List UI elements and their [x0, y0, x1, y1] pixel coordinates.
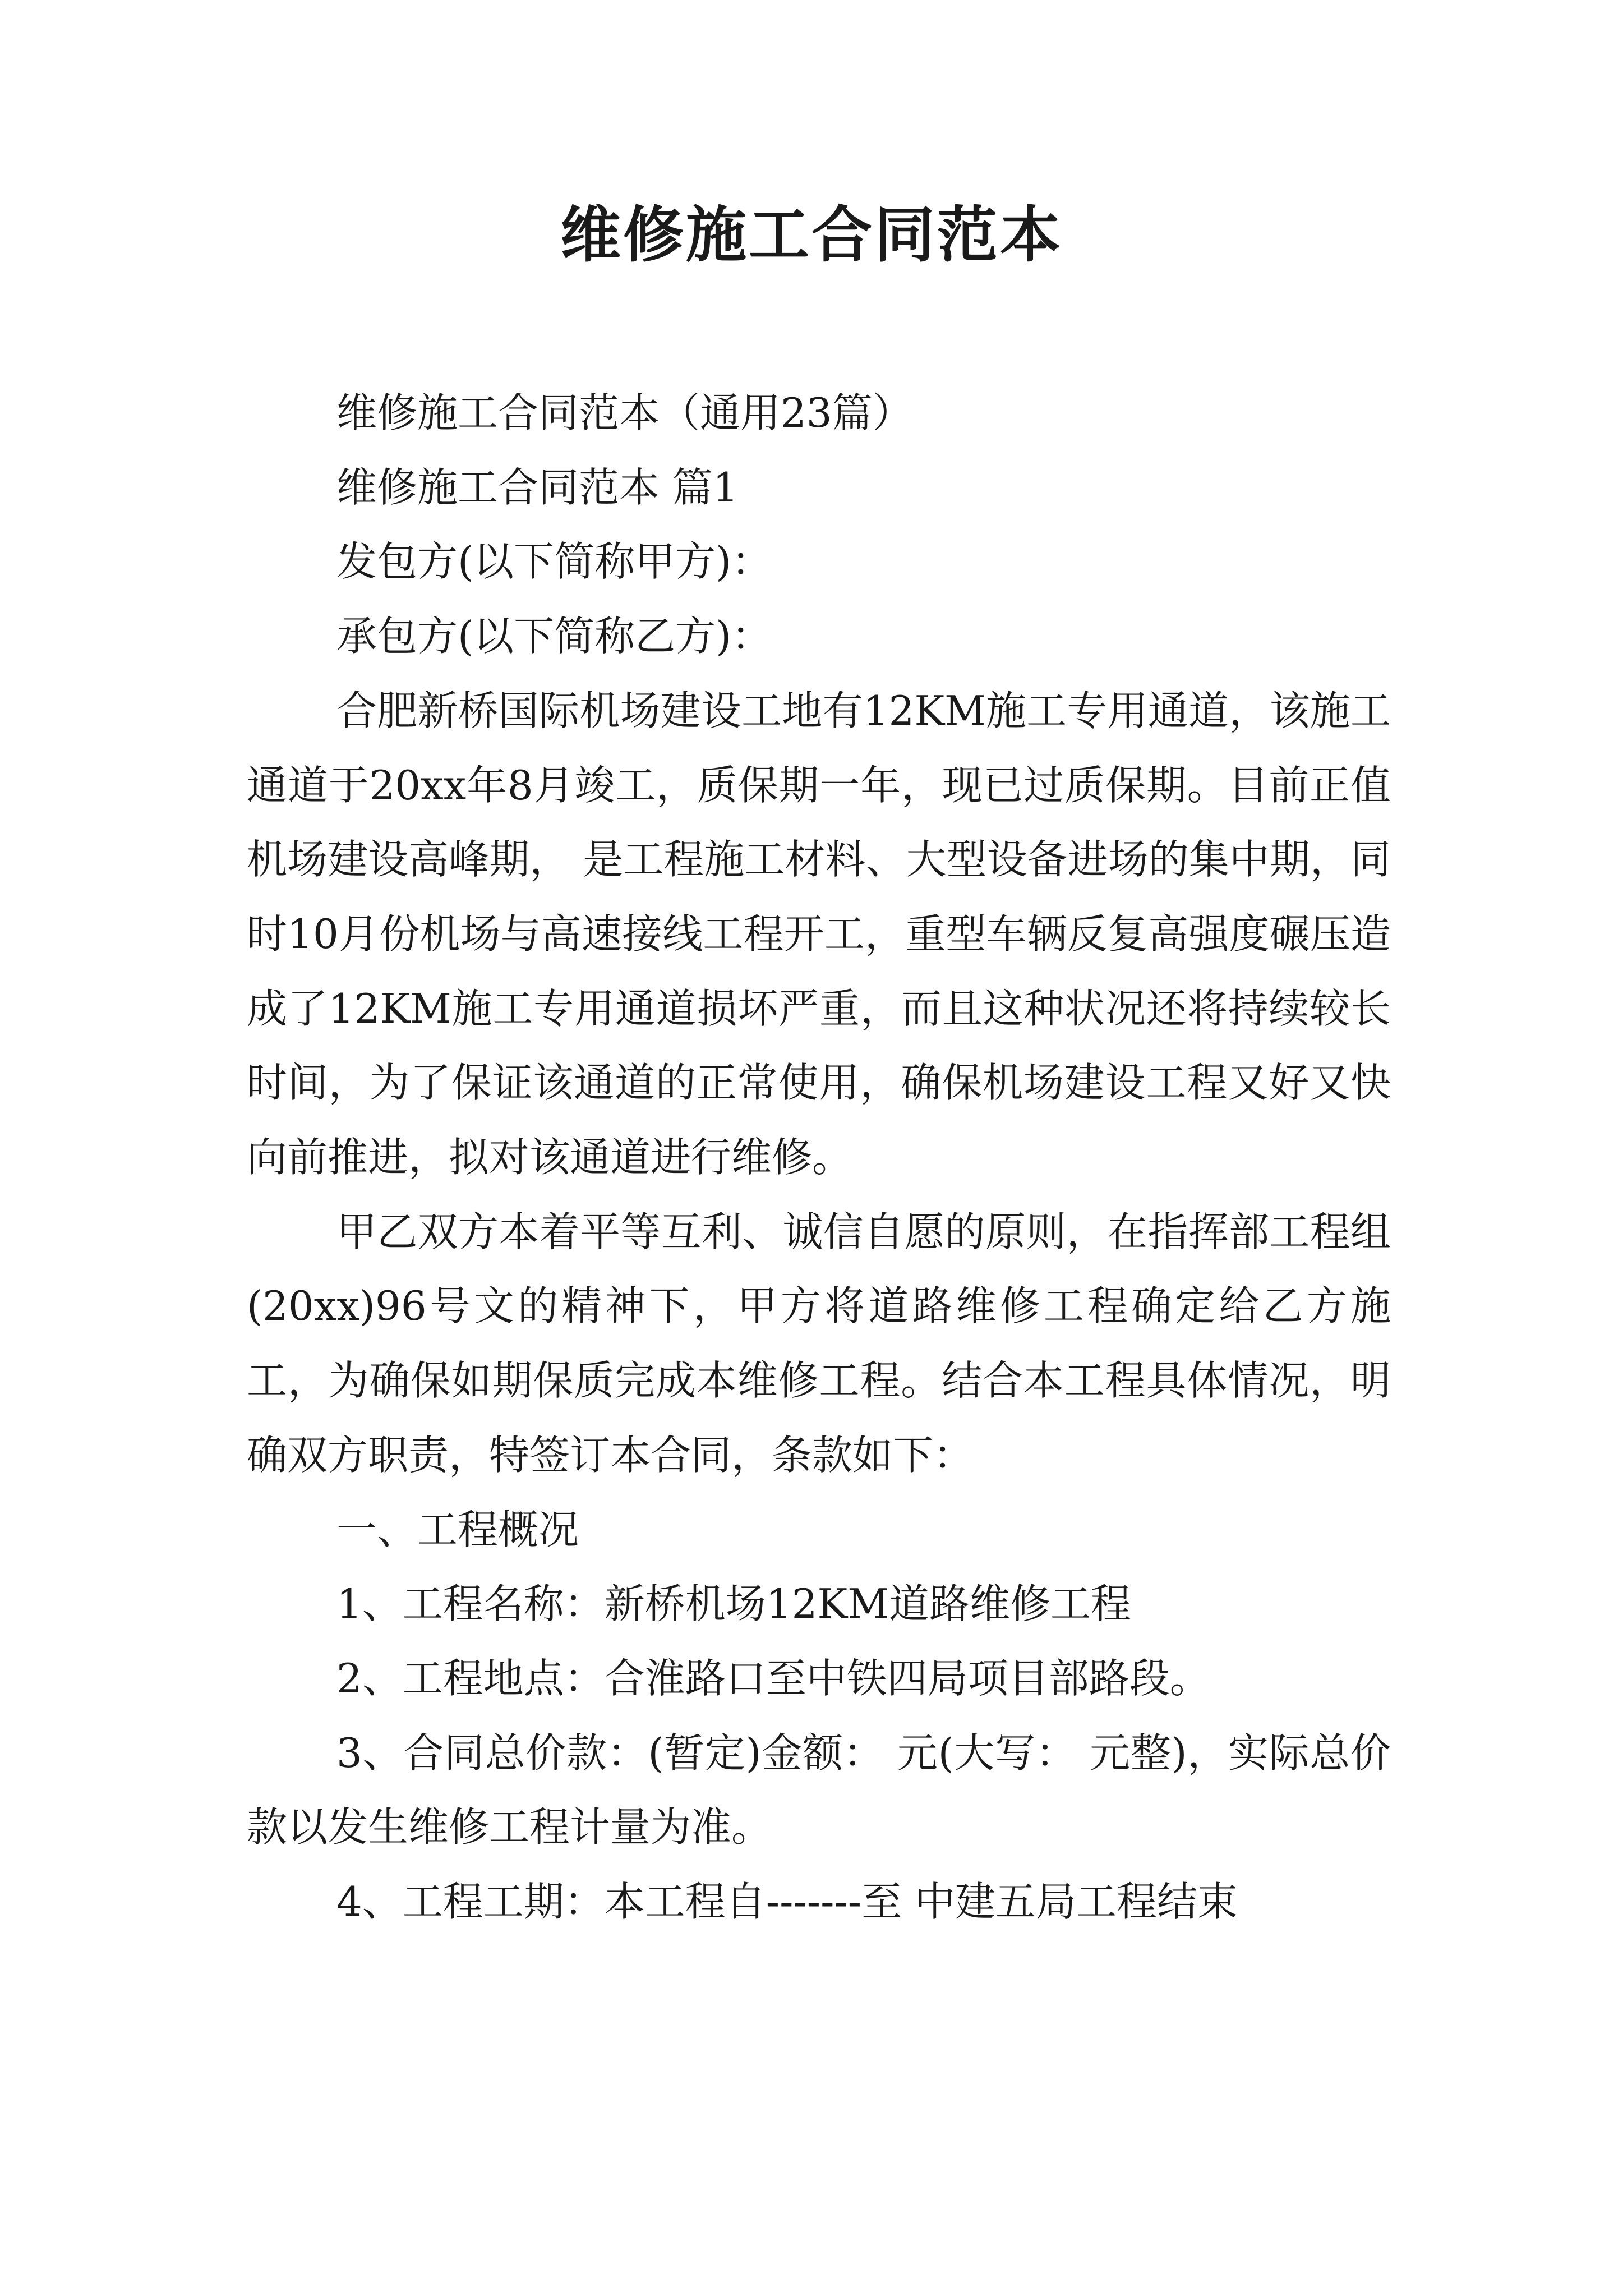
- paragraph-section-heading: 维修施工合同范本 篇1: [336, 463, 739, 511]
- paragraph-subtitle: 维修施工合同范本（通用23篇）: [336, 389, 913, 436]
- paragraph-party-b: 承包方(以下简称乙方)：: [336, 613, 772, 660]
- paragraph-contract-price: 3、合同总价款：(暂定)金额： 元(大写： 元整)，实际总价款以发生维修工程计量为准。: [247, 1729, 1391, 1851]
- paragraph-project-name: 1、工程名称：新桥机场12KM道路维修工程: [336, 1580, 1131, 1628]
- paragraph-agreement: 甲乙双方本着平等互利、诚信自愿的原则，在指挥部工程组(20xx)96号文的精神下，甲方将道路维修工程确定给乙方施工，为确保如期保质完成本维修工程。结合本工程具体情况，明确双方职责，特签订本合同，条款如下：: [247, 1208, 1391, 1479]
- document-body: [247, 376, 1391, 1939]
- paragraph-background: 合肥新桥国际机场建设工地有12KM施工专用通道，该施工通道于20xx年8月竣工，质保期一年，现已过质保期。目前正值机场建设高峰期， 是工程施工材料、大型设备进场的集中期，同时10月份机场与高速接线工程开工，重型车辆反复高强度碾压造成了12KM施工专用通道损坏严重，而且这种状况还将持续较长时间，为了保证该通道的正常使用，确保机场建设工程又好又快向前推进，拟对该通道进行维修。: [247, 687, 1391, 1181]
- paragraph-project-location: 2、工程地点：合淮路口至中铁四局项目部路段。: [336, 1654, 1210, 1702]
- paragraph-project-duration: 4、工程工期：本工程自-------至 中建五局工程结束: [336, 1878, 1238, 1926]
- document-title: 维修施工合同范本: [560, 200, 1063, 270]
- paragraph-party-a: 发包方(以下简称甲方)：: [336, 538, 772, 586]
- paragraph-overview-heading: 一、工程概况: [336, 1506, 579, 1553]
